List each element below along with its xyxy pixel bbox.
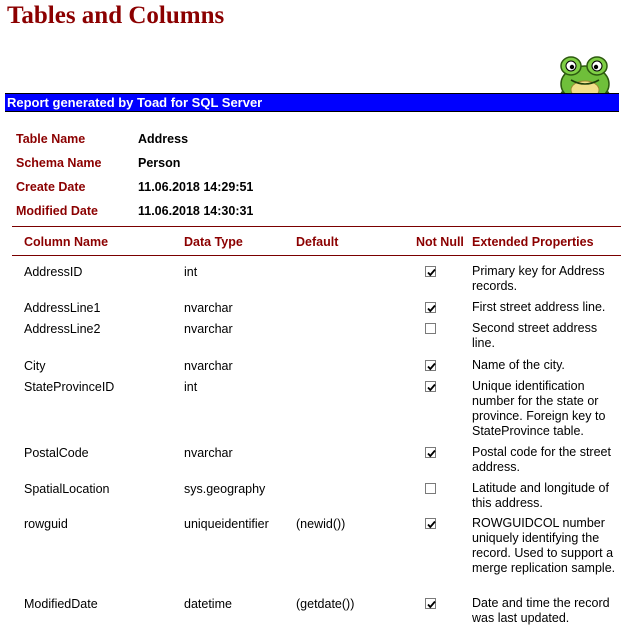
- schema-name-value: Person: [138, 156, 181, 170]
- table-name-row: [16, 132, 316, 152]
- data-type: int: [184, 380, 198, 394]
- data-type: nvarchar: [184, 446, 233, 460]
- extended-property: Name of the city.: [472, 358, 565, 372]
- not-null-checkbox: [425, 302, 436, 313]
- data-type: sys.geography: [184, 482, 266, 496]
- column-name: SpatialLocation: [24, 482, 110, 496]
- extended-property: Primary key for Address records.: [472, 264, 605, 293]
- default-value: (getdate()): [296, 597, 355, 611]
- not-null-checkbox: [425, 360, 436, 371]
- column-name: rowguid: [24, 517, 68, 531]
- column-name: City: [24, 359, 46, 373]
- column-name: PostalCode: [24, 446, 89, 460]
- modified-date-row: [16, 204, 316, 224]
- default-value: (newid()): [296, 517, 346, 531]
- page-title: Tables and Columns: [7, 2, 225, 29]
- extended-property: Latitude and longitude of this address.: [472, 481, 609, 510]
- schema-name-row: [16, 156, 316, 176]
- not-null-checkbox: [425, 483, 436, 494]
- create-date-row: [16, 180, 316, 200]
- create-date-value: 11.06.2018 14:29:51: [138, 180, 254, 194]
- extended-property: Postal code for the street address.: [472, 445, 611, 474]
- extended-property: ROWGUIDCOL number uniquely identifying the record. Used to support a merge replication sample.: [472, 516, 616, 575]
- extended-property: Date and time the record was last updated.: [472, 596, 610, 625]
- data-type: nvarchar: [184, 301, 233, 315]
- column-name: AddressLine2: [24, 322, 101, 336]
- extended-property: Unique identification number for the state or province. Foreign key to StateProvince table.: [472, 379, 606, 438]
- data-type: int: [184, 265, 198, 279]
- schema-name-label: Schema Name: [16, 156, 102, 170]
- not-null-checkbox: [425, 447, 436, 458]
- column-name: AddressLine1: [24, 301, 101, 315]
- data-type: nvarchar: [184, 322, 233, 336]
- header-column-name: Column Name: [24, 235, 109, 249]
- modified-date-label: Modified Date: [16, 204, 98, 218]
- column-name: AddressID: [24, 265, 83, 279]
- column-name: StateProvinceID: [24, 380, 115, 394]
- data-type: uniqueidentifier: [184, 517, 269, 531]
- extended-property: First street address line.: [472, 300, 606, 314]
- banner-text: Report generated by Toad for SQL Server: [7, 95, 263, 110]
- columns-table: [12, 226, 621, 625]
- table-name-value: Address: [138, 132, 189, 146]
- table-name-label: Table Name: [16, 132, 86, 146]
- data-type: nvarchar: [184, 359, 233, 373]
- column-name: ModifiedDate: [24, 597, 98, 611]
- header-extended-properties: Extended Properties: [472, 235, 594, 249]
- not-null-checkbox: [425, 518, 436, 529]
- data-type: datetime: [184, 597, 232, 611]
- not-null-checkbox: [425, 381, 436, 392]
- create-date-label: Create Date: [16, 180, 86, 194]
- report-banner: [5, 93, 619, 112]
- not-null-checkbox: [425, 598, 436, 609]
- header-data-type: Data Type: [184, 235, 243, 249]
- header-default: Default: [296, 235, 339, 249]
- not-null-checkbox: [425, 323, 436, 334]
- modified-date-value: 11.06.2018 14:30:31: [138, 204, 254, 218]
- columns-header: [12, 226, 621, 256]
- header-not-null: Not Null: [416, 235, 464, 249]
- not-null-checkbox: [425, 266, 436, 277]
- extended-property: Second street address line.: [472, 321, 598, 350]
